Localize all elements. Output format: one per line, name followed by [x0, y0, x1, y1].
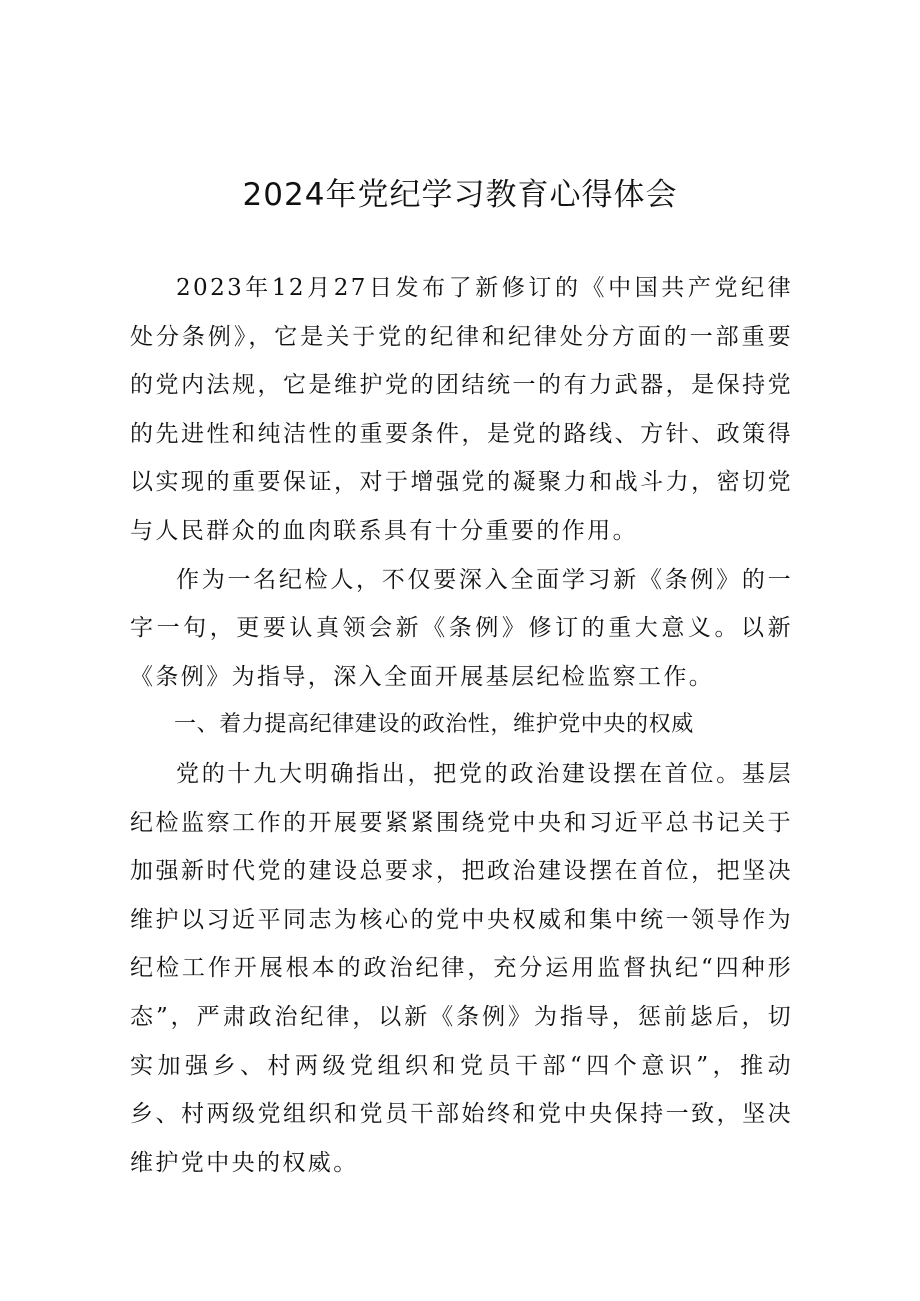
section-heading: 一、着力提高纪律建设的政治性，维护党中央的权威 — [174, 712, 694, 738]
document-body — [130, 264, 793, 1187]
section-paragraph: 党的十九大明确指出，把党的政治建设摆在首位。基层纪检监察工作的开展要紧紧围绕党中央和习近平总书记关于加强新时代党的建设总要求，把政治建设摆在首位，把坚决维护以习近平同志为核心的党中央权威和集中统一领导作为纪检工作开展根本的政治纪律，充分运用监督执纪“四种形态”，严肃政治纪律，以新《条例》为指导，惩前毖后，切实加强乡、村两级党组织和党员干部“四个意识”，推动乡、村两级党组织和党员干部始终和党中央保持一致，坚决维护党中央的权威。 — [130, 760, 793, 1176]
body-paragraph: 2023年12月27日发布了新修订的《中国共产党纪律处分条例》，它是关于党的纪律和纪律处分方面的一部重要的党内法规，它是维护党的团结统一的有力武器，是保持党的先进性和纯洁性的重要条件，是党的路线、方针、政策得以实现的重要保证，对于增强党的凝聚力和战斗力，密切党与人民群众的血肉联系具有十分重要的作用。 — [130, 275, 793, 544]
body-paragraph: 作为一名纪检人，不仅要深入全面学习新《条例》的一字一句，更要认真领会新《条例》修订的重大意义。以新《条例》为指导，深入全面开展基层纪检监察工作。 — [130, 566, 793, 690]
document-title: 2024年党纪学习教育心得体会 — [242, 177, 678, 213]
